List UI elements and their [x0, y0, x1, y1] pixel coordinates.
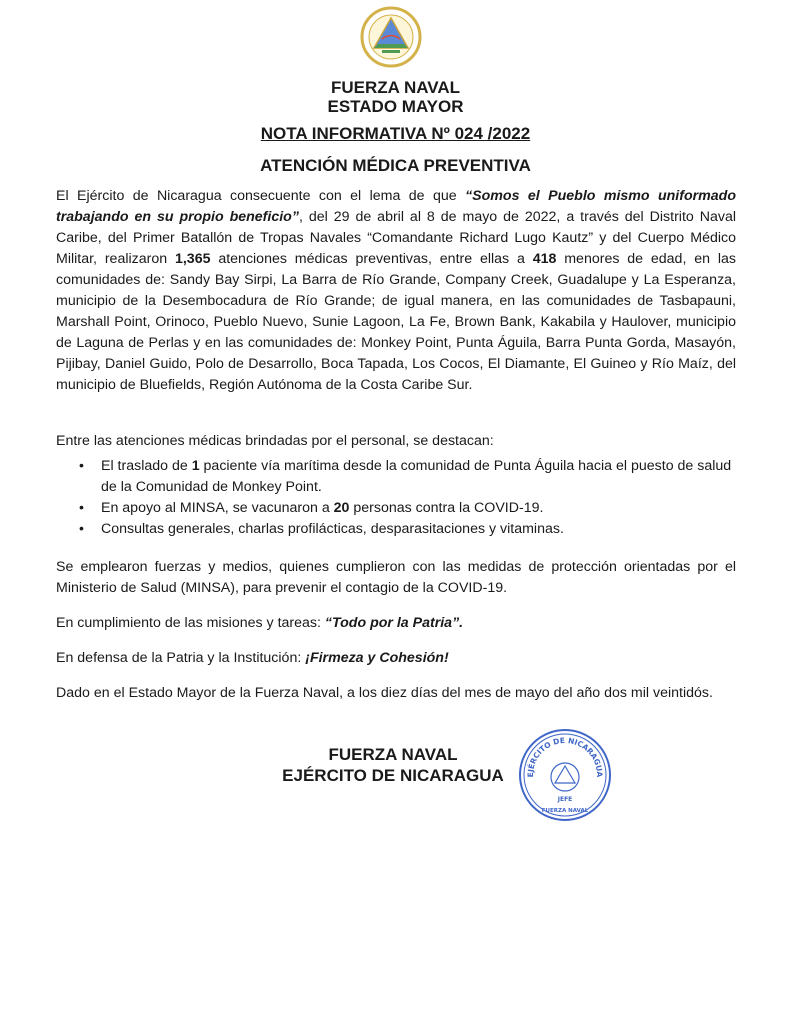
list-item: • El traslado de 1 paciente vía marítima desde la comunidad de Punta Águila hacia el puesto de salud de la Comunidad de Monkey Point. [79, 458, 732, 495]
signature-line-1: FUERZA NAVAL [328, 745, 458, 764]
official-seal-stamp [517, 727, 613, 823]
attention-list [56, 456, 736, 540]
paragraph-mission: En cumplimiento de las misiones y tareas: “Todo por la Patria”. [56, 615, 464, 631]
organization-title: FUERZA NAVAL [330, 78, 461, 97]
paragraph-text: atenciones médicas preventivas, entre ellas a [210, 251, 533, 267]
army-motto: “Somos el Pueblo mismo uniformado trabajando en su propio beneficio” [56, 188, 736, 225]
seal-role-text: JEFE [557, 796, 573, 803]
bullet-icon: • [79, 500, 84, 516]
paragraph-text: menores de edad, en las comunidades de: Sandy Bay Sirpi, La Barra de Río Grande, Company Creek, Guadalupe y La Esperanza, municipio de la Desembocadura de Río Grande; de igual manera, en las comunidades de Tasbapauni, Marshall Point, Orinoco, Pueblo Nuevo, Sunie Lagoon, La Fe, Brown Bank, Kakabila y Haulover, municipio de Laguna de Perlas y en las comunidades de: Monkey Point, Punta Águila, Barra Punta Gorda, Masayón, Pijibay, Daniel Guido, Polo de Desarrollo, Boca Tapada, Los Cocos, El Diamante, El Guineo y Río Maíz, del municipio de Bluefields, Región Autónoma de la Costa Caribe Sur. [56, 251, 736, 393]
vaccinated-count: 20 [333, 500, 350, 516]
total-attentions-count: 1,365 [174, 251, 211, 267]
defense-motto: ¡Firmeza y Cohesión! [305, 650, 449, 666]
document-title: ATENCIÓN MÉDICA PREVENTIVA [260, 156, 531, 175]
patient-count: 1 [191, 458, 200, 474]
bullet-icon: • [79, 458, 84, 474]
note-number: NOTA INFORMATIVA Nº 024 /2022 [260, 124, 531, 143]
paragraph-measures: Se emplearon fuerzas y medios, quienes cumplieron con las medidas de protección orientadas por el Ministerio de Salud (MINSA), para prevenir el contagio de la COVID-19. [56, 559, 736, 596]
national-coat-of-arms-icon [360, 6, 422, 68]
list-item: • Consultas generales, charlas profilácticas, desparasitaciones y vitaminas. [56, 519, 736, 540]
list-intro: Entre las atenciones médicas brindadas por el personal, se destacan: [56, 433, 494, 449]
signature-line-2: EJÉRCITO DE NICARAGUA [282, 766, 504, 785]
paragraph-summary [56, 186, 736, 396]
department-title: ESTADO MAYOR [327, 97, 464, 116]
mission-motto: “Todo por la Patria”. [324, 615, 464, 631]
seal-unit-text: FUERZA NAVAL [541, 808, 589, 814]
bullet-icon: • [79, 521, 84, 537]
minors-count: 418 [532, 251, 557, 267]
paragraph-text: , del 29 de abril al 8 de mayo de 2022, a través del Distrito Naval Caribe, del Primer Batallón de Tropas Navales “Comandante Richard Lugo Kautz” y del Cuerpo Médico Militar, realizaron [56, 209, 736, 267]
paragraph-date: Dado en el Estado Mayor de la Fuerza Naval, a los diez días del mes de mayo del año dos mil veintidós. [56, 685, 713, 701]
paragraph-defense: En defensa de la Patria y la Institución: ¡Firmeza y Cohesión! [56, 650, 449, 666]
paragraph-text: El Ejército de Nicaragua consecuente con el lema de que [56, 188, 466, 204]
list-item: • En apoyo al MINSA, se vacunaron a 20 personas contra la COVID-19. [56, 498, 736, 519]
seal-ring-text: EJÉRCITO DE NICARAGUA [525, 735, 605, 778]
